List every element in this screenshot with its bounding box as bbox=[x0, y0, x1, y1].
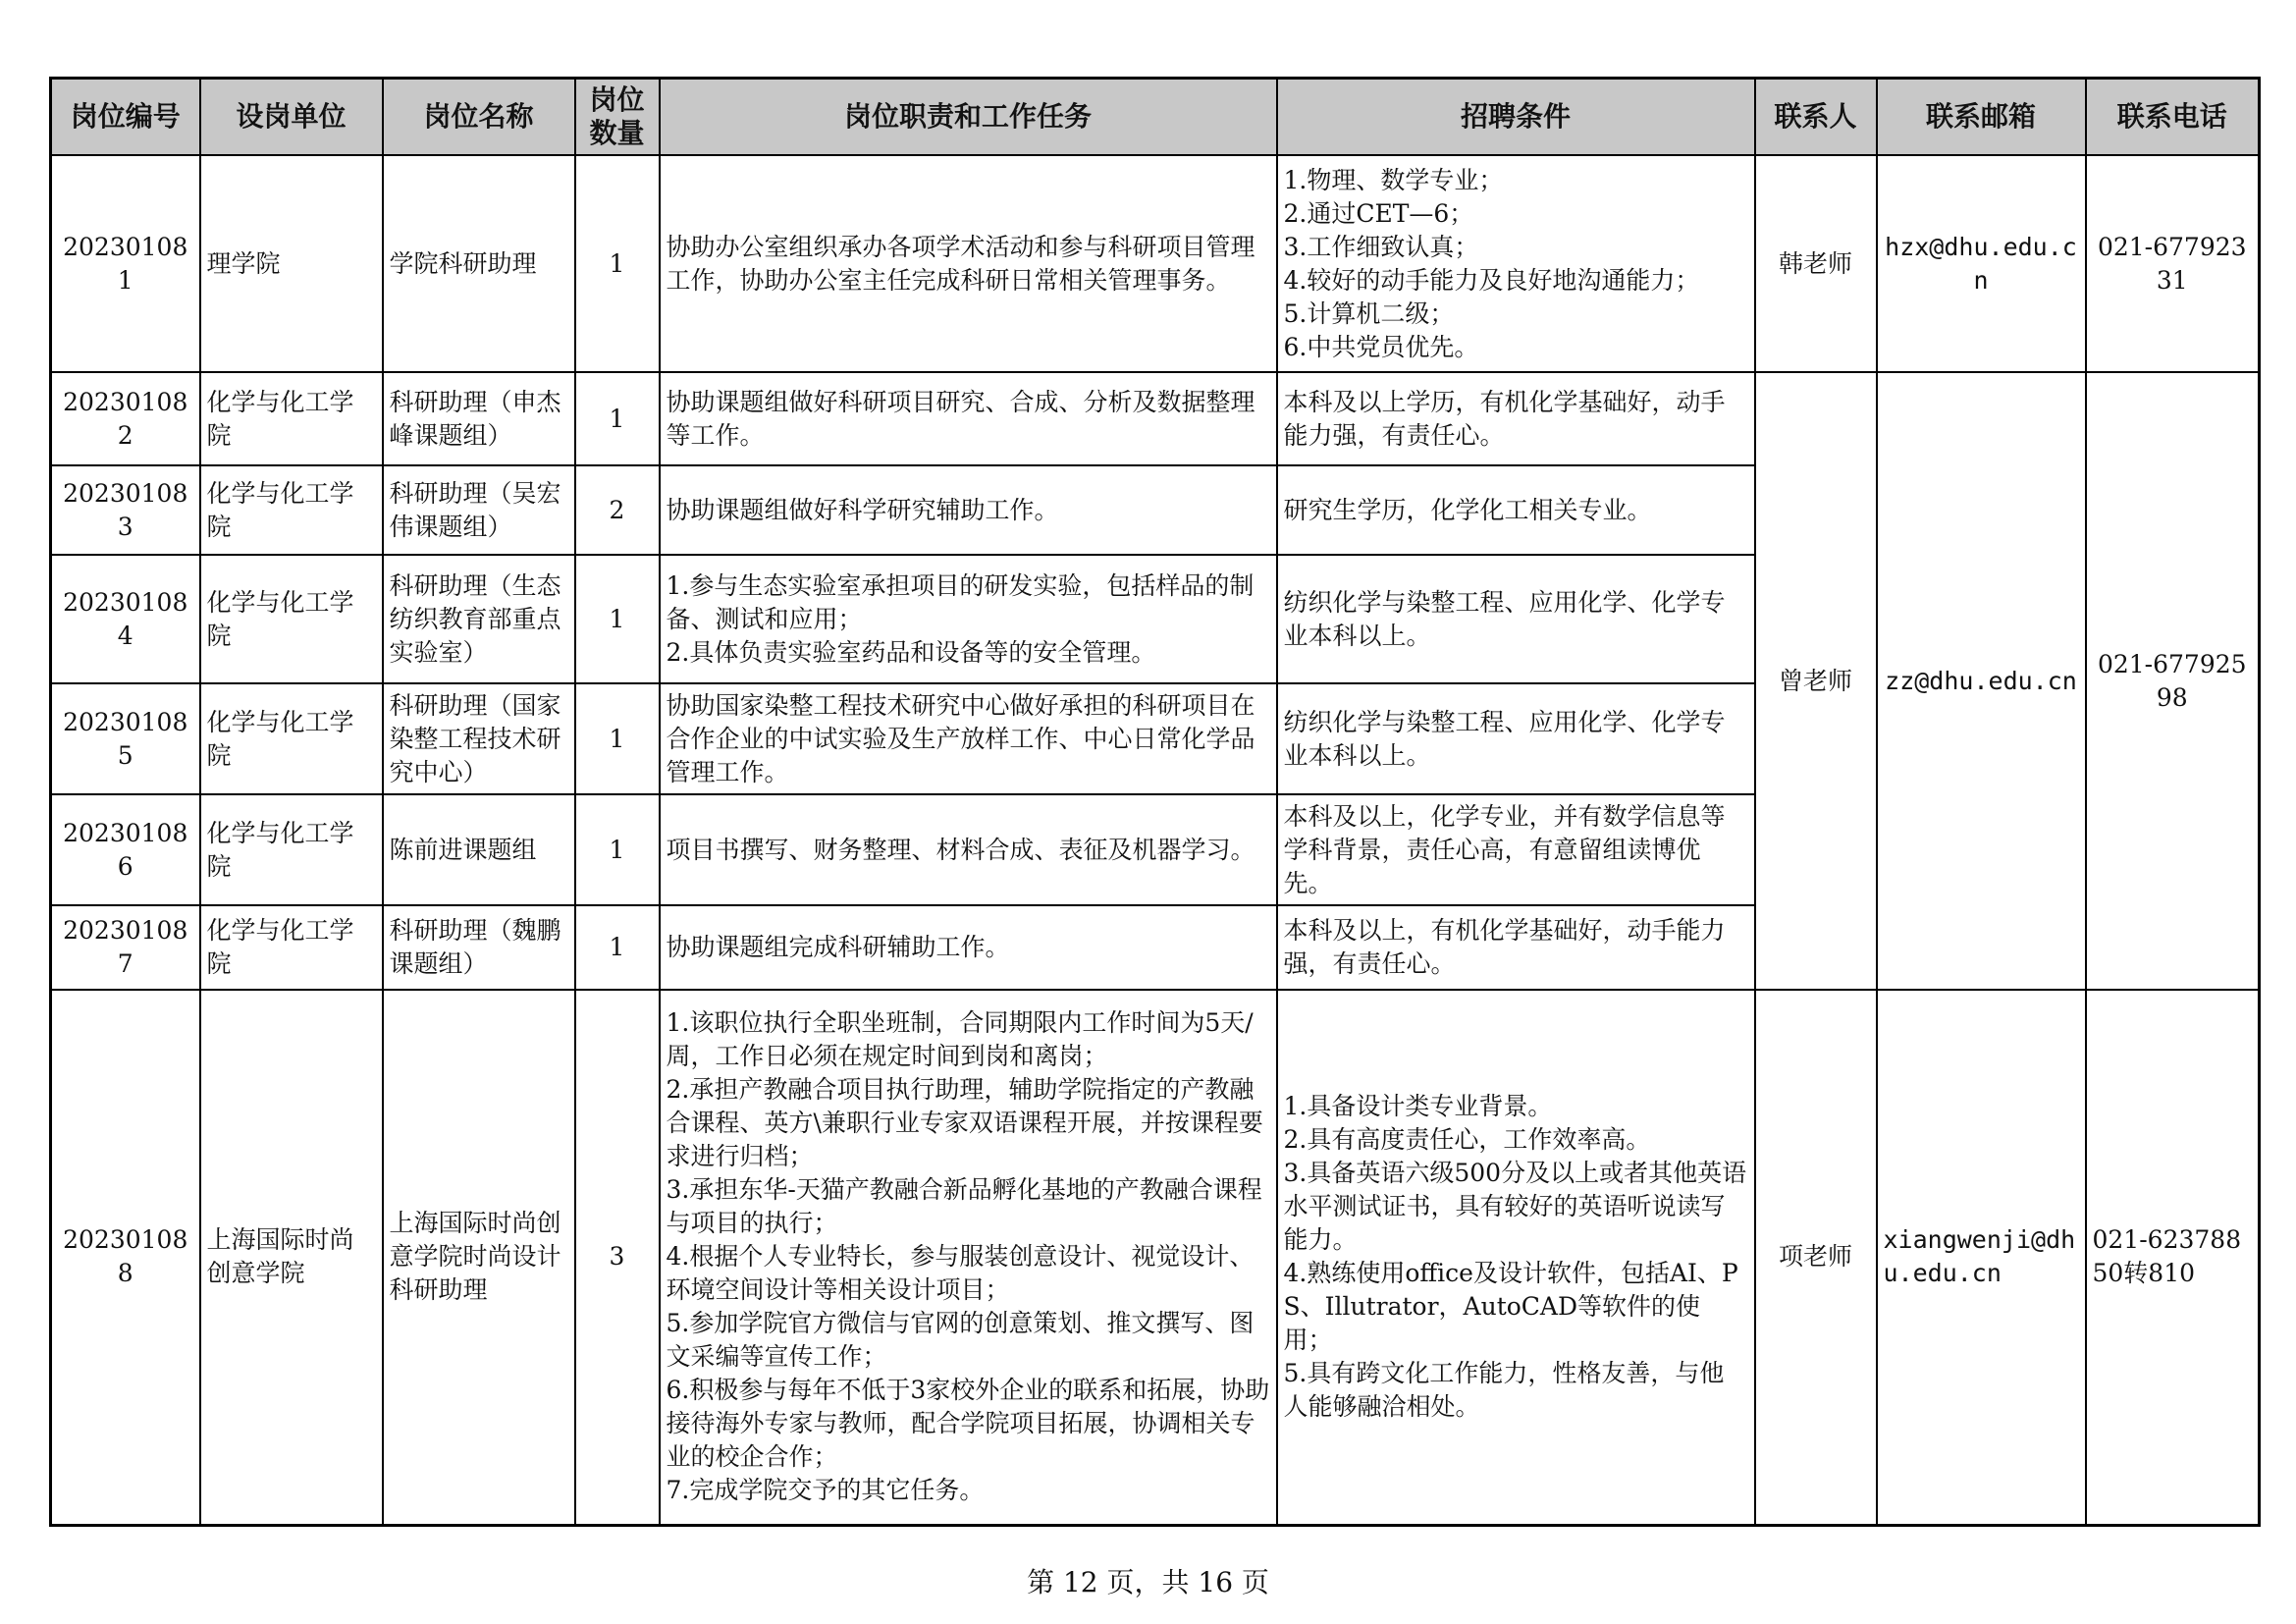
post-code: 202301081 bbox=[51, 155, 200, 372]
post-code: 202301083 bbox=[51, 465, 200, 555]
post-duties: 项目书撰写、财务整理、材料合成、表征及机器学习。 bbox=[660, 794, 1277, 905]
post-code: 202301084 bbox=[51, 555, 200, 683]
unit-name: 化学与化工学院 bbox=[200, 794, 383, 905]
recruitment-table bbox=[49, 77, 2261, 1527]
post-code: 202301082 bbox=[51, 372, 200, 465]
header-contact: 联系人 bbox=[1755, 79, 1877, 156]
table-row bbox=[51, 990, 2260, 1525]
post-code: 202301085 bbox=[51, 683, 200, 794]
post-code: 202301086 bbox=[51, 794, 200, 905]
table-row bbox=[51, 372, 2260, 465]
header-post-code: 岗位编号 bbox=[51, 79, 200, 156]
unit-name: 理学院 bbox=[200, 155, 383, 372]
post-quantity: 1 bbox=[575, 905, 660, 990]
header-post-name: 岗位名称 bbox=[383, 79, 575, 156]
post-quantity: 2 bbox=[575, 465, 660, 555]
post-requirements: 1.物理、数学专业； 2.通过CET—6； 3.工作细致认真； 4.较好的动手能力及良好地沟通能力； 5.计算机二级； 6.中共党员优先。 bbox=[1277, 155, 1755, 372]
header-row bbox=[51, 79, 2260, 156]
post-quantity: 1 bbox=[575, 794, 660, 905]
contact-phone: 021-67792331 bbox=[2086, 155, 2260, 372]
post-name: 科研助理（申杰峰课题组） bbox=[383, 372, 575, 465]
unit-name: 化学与化工学院 bbox=[200, 683, 383, 794]
contact-person: 项老师 bbox=[1755, 990, 1877, 1525]
post-duties: 协助课题组完成科研辅助工作。 bbox=[660, 905, 1277, 990]
post-name: 科研助理（魏鹏课题组） bbox=[383, 905, 575, 990]
post-requirements: 本科及以上，化学专业，并有数学信息等学科背景，责任心高，有意留组读博优先。 bbox=[1277, 794, 1755, 905]
header-email: 联系邮箱 bbox=[1877, 79, 2086, 156]
post-requirements: 1.具备设计类专业背景。 2.具有高度责任心，工作效率高。 3.具备英语六级500分及以上或者其他英语水平测试证书，具有较好的英语听说读写能力。 4.熟练使用office及设计软件，包括AI、PS、Illutrator，AutoCAD等软件的使用； 5.具有跨文化工作能力，性格友善，与他人能够融洽相处。 bbox=[1277, 990, 1755, 1525]
post-duties: 协助办公室组织承办各项学术活动和参与科研项目管理工作，协助办公室主任完成科研日常相关管理事务。 bbox=[660, 155, 1277, 372]
unit-name: 化学与化工学院 bbox=[200, 372, 383, 465]
unit-name: 化学与化工学院 bbox=[200, 465, 383, 555]
post-quantity: 1 bbox=[575, 683, 660, 794]
post-duties: 1.参与生态实验室承担项目的研发实验，包括样品的制备、测试和应用； 2.具体负责实验室药品和设备等的安全管理。 bbox=[660, 555, 1277, 683]
contact-phone: 021-67792598 bbox=[2086, 372, 2260, 990]
post-requirements: 研究生学历，化学化工相关专业。 bbox=[1277, 465, 1755, 555]
post-requirements: 本科及以上，有机化学基础好，动手能力强，有责任心。 bbox=[1277, 905, 1755, 990]
post-name: 学院科研助理 bbox=[383, 155, 575, 372]
post-code: 202301088 bbox=[51, 990, 200, 1525]
post-name: 陈前进课题组 bbox=[383, 794, 575, 905]
post-requirements: 纺织化学与染整工程、应用化学、化学专业本科以上。 bbox=[1277, 683, 1755, 794]
post-duties: 协助国家染整工程技术研究中心做好承担的科研项目在合作企业的中试实验及生产放样工作、中心日常化学品管理工作。 bbox=[660, 683, 1277, 794]
post-duties: 协助课题组做好科研项目研究、合成、分析及数据整理等工作。 bbox=[660, 372, 1277, 465]
contact-email: zz@dhu.edu.cn bbox=[1877, 372, 2086, 990]
contact-person: 曾老师 bbox=[1755, 372, 1877, 990]
post-name: 科研助理（国家染整工程技术研究中心） bbox=[383, 683, 575, 794]
header-phone: 联系电话 bbox=[2086, 79, 2260, 156]
header-requirements: 招聘条件 bbox=[1277, 79, 1755, 156]
post-name: 科研助理（生态纺织教育部重点实验室） bbox=[383, 555, 575, 683]
post-requirements: 本科及以上学历，有机化学基础好，动手能力强，有责任心。 bbox=[1277, 372, 1755, 465]
contact-person: 韩老师 bbox=[1755, 155, 1877, 372]
post-name: 上海国际时尚创意学院时尚设计科研助理 bbox=[383, 990, 575, 1525]
unit-name: 化学与化工学院 bbox=[200, 555, 383, 683]
post-duties: 协助课题组做好科学研究辅助工作。 bbox=[660, 465, 1277, 555]
header-unit: 设岗单位 bbox=[200, 79, 383, 156]
header-duties: 岗位职责和工作任务 bbox=[660, 79, 1277, 156]
unit-name: 上海国际时尚创意学院 bbox=[200, 990, 383, 1525]
post-code: 202301087 bbox=[51, 905, 200, 990]
page-footer: 第 12 页，共 16 页 bbox=[1027, 1566, 1269, 1598]
contact-email: xiangwenji@dhu.edu.cn bbox=[1877, 990, 2086, 1525]
post-quantity: 3 bbox=[575, 990, 660, 1525]
post-name: 科研助理（吴宏伟课题组） bbox=[383, 465, 575, 555]
post-quantity: 1 bbox=[575, 555, 660, 683]
post-quantity: 1 bbox=[575, 155, 660, 372]
contact-phone: 021-62378850转810 bbox=[2086, 990, 2260, 1525]
post-duties: 1.该职位执行全职坐班制，合同期限内工作时间为5天/周，工作日必须在规定时间到岗和离岗； 2.承担产教融合项目执行助理，辅助学院指定的产教融合课程、英方\兼职行业专家双语课程开展，并按课程要求进行归档； 3.承担东华-天猫产教融合新品孵化基地的产教融合课程与项目的执行； 4.根据个人专业特长，参与服装创意设计、视觉设计、环境空间设计等相关设计项目； 5.参加学院官方微信与官网的创意策划、推文撰写、图文采编等宣传工作； 6.积极参与每年不低于3家校外企业的联系和拓展，协助接待海外专家与教师，配合学院项目拓展，协调相关专业的校企合作； 7.完成学院交予的其它任务。 bbox=[660, 990, 1277, 1525]
post-requirements: 纺织化学与染整工程、应用化学、化学专业本科以上。 bbox=[1277, 555, 1755, 683]
unit-name: 化学与化工学院 bbox=[200, 905, 383, 990]
header-quantity: 岗位 数量 bbox=[575, 79, 660, 156]
table-row bbox=[51, 155, 2260, 372]
contact-email: hzx@dhu.edu.cn bbox=[1877, 155, 2086, 372]
post-quantity: 1 bbox=[575, 372, 660, 465]
